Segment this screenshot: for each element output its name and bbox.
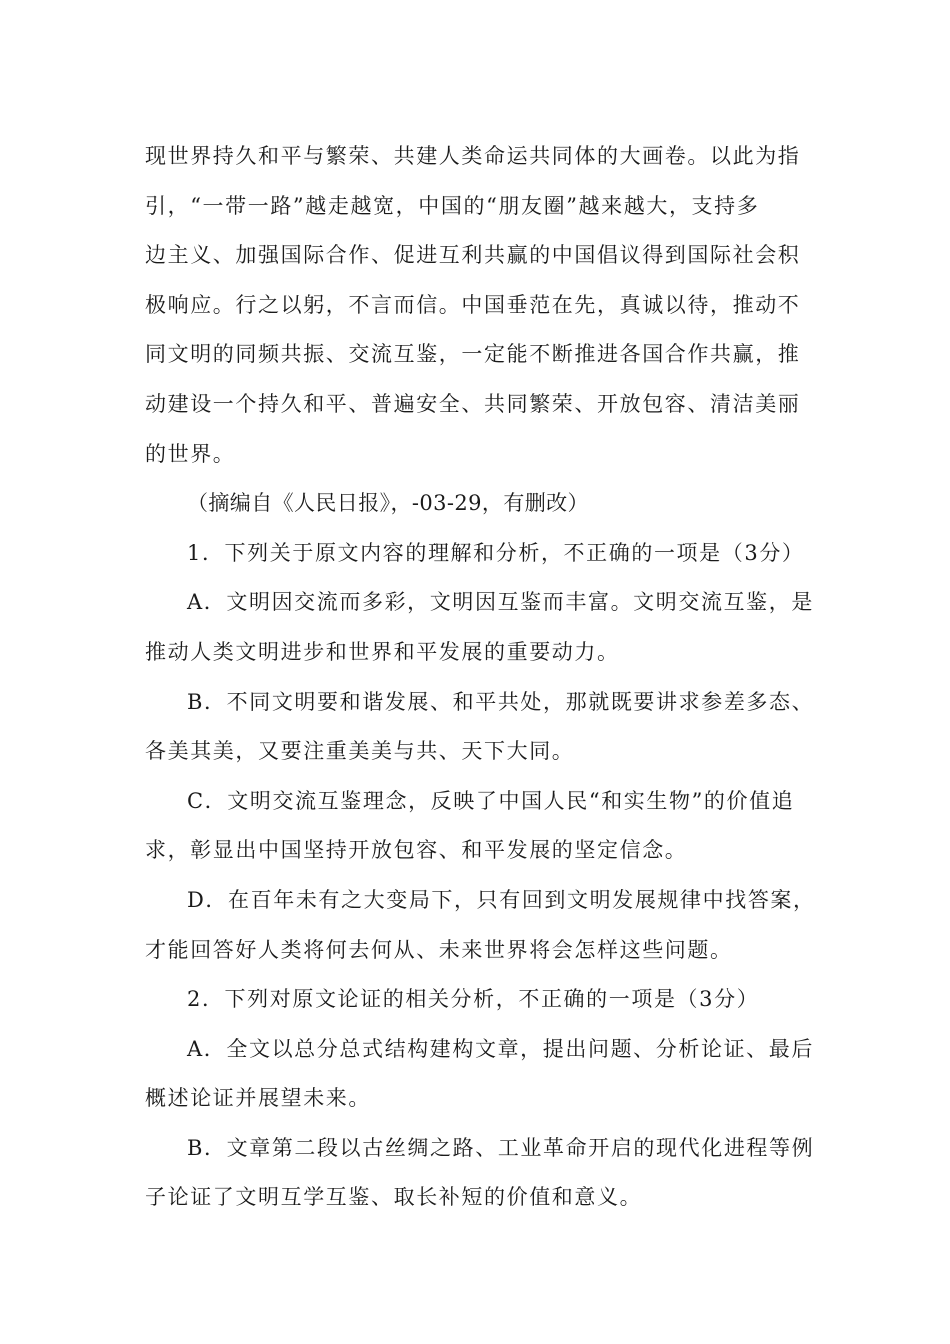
- text-line: 动建设一个持久和平、普遍安全、共同繁荣、开放包容、清洁美丽: [145, 391, 801, 416]
- text-line: 同文明的同频共振、交流互鉴，一定能不断推进各国合作共赢，推: [145, 342, 801, 367]
- question-1-option-c: [145, 777, 810, 876]
- question-2-option-b: [145, 1124, 815, 1223]
- text-line: A．全文以总分总式结构建构文章，提出问题、分析论证、最后: [187, 1036, 814, 1061]
- text-line: B．文章第二段以古丝绸之路、工业革命开启的现代化进程等例: [187, 1135, 815, 1160]
- text-line: 2．下列对原文论证的相关分析，不正确的一项是（3分）: [187, 987, 760, 1012]
- text-line: 引，“一带一路”越走越宽，中国的“朋友圈”越来越大，支持多: [145, 193, 760, 218]
- text-line: （摘编自《人民日报》，-03-29，有删改）: [187, 491, 589, 516]
- question-1-option-b: [145, 678, 815, 777]
- question-1-option-d: [145, 876, 816, 975]
- question-2-option-a: [145, 1025, 814, 1124]
- text-line: B．不同文明要和谐发展、和平共处，那就既要讲求参差多态、: [187, 689, 815, 714]
- text-line: 1．下列关于原文内容的理解和分析，不正确的一项是（3分）: [187, 540, 805, 565]
- document-body: [145, 132, 816, 1223]
- text-line: C．文明交流互鉴理念，反映了中国人民“和实生物”的价值追: [187, 788, 795, 813]
- question-1-option-a: [145, 578, 814, 677]
- text-line: 现世界持久和平与繁荣、共建人类命运共同体的大画卷。以此为指: [145, 144, 801, 168]
- text-line: 求，彰显出中国坚持开放包容、和平发展的坚定信念。: [145, 838, 688, 863]
- text-line: 概述论证并展望未来。: [145, 1086, 371, 1111]
- text-line: 各美其美，又要注重美美与共、天下大同。: [145, 739, 575, 764]
- text-line: 才能回答好人类将何去何从、未来世界将会怎样这些问题。: [145, 937, 733, 962]
- source-citation: [145, 479, 810, 529]
- text-line: 推动人类文明进步和世界和平发展的重要动力。: [145, 639, 620, 664]
- text-line: D．在百年未有之大变局下，只有回到文明发展规律中找答案，: [187, 887, 816, 912]
- body-paragraph: [145, 132, 810, 479]
- text-line: A．文明因交流而多彩，文明因互鉴而丰富。文明交流互鉴，是: [187, 590, 814, 615]
- text-line: 的世界。: [145, 441, 236, 466]
- text-line: 边主义、加强国际合作、促进互利共赢的中国倡议得到国际社会积: [145, 243, 801, 268]
- question-2: [145, 975, 810, 1025]
- question-1: [145, 529, 810, 579]
- text-line: 极响应。行之以躬，不言而信。中国垂范在先，真诚以待，推动不: [145, 292, 801, 317]
- text-line: 子论证了文明互学互鉴、取长补短的价值和意义。: [145, 1185, 643, 1210]
